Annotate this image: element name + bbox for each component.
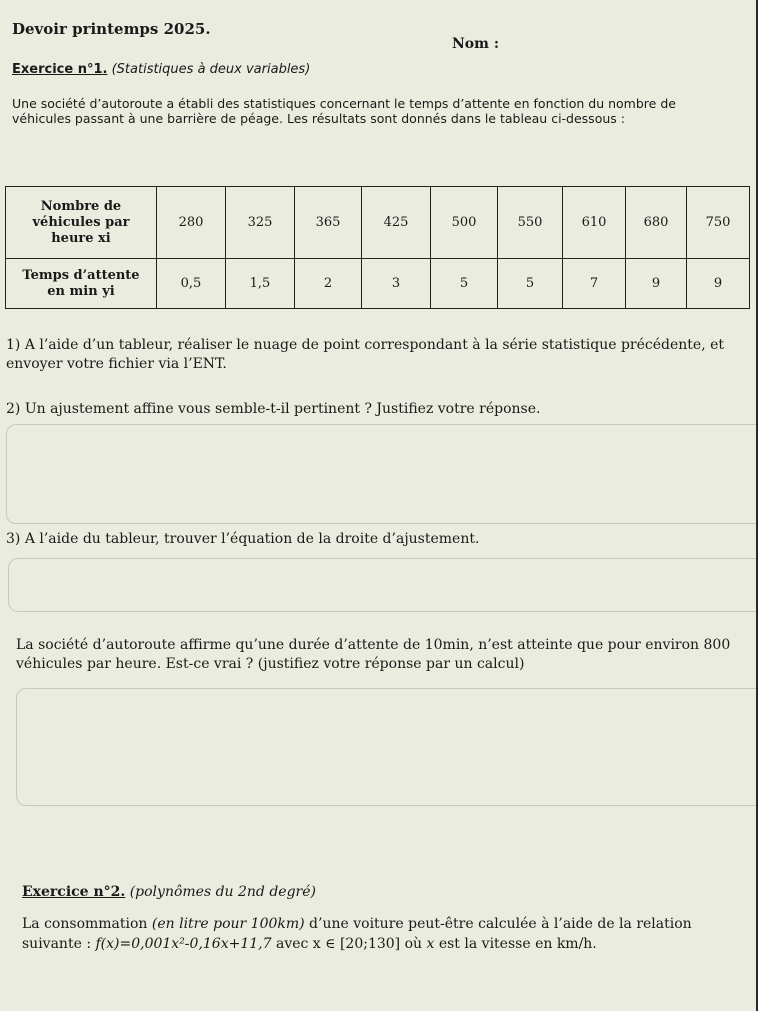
exercise2-label: Exercice n°2. — [22, 884, 126, 900]
exercise1-label: Exercice n°1. — [12, 62, 108, 77]
exercise2-text-part2: d’une voiture peut-être calculée à l’aide de la relation — [304, 916, 692, 932]
question-4: La société d’autoroute affirme qu’une durée d’attente de 10min, n’est atteinte que pour environ 800 véhicules par heure. Est-ce vrai ? (justifiez votre réponse par un calcul) — [16, 637, 731, 672]
x-cell: 750 — [687, 187, 750, 259]
y-cell: 5 — [498, 259, 563, 309]
exercise2-text-part1: La consommation — [22, 916, 152, 932]
exercise1-intro: Une société d’autoroute a établi des statistiques concernant le temps d’attente en fonction du nombre de véhicules passant à une barrière de péage. Les résultats sont donnés dans le tableau ci-dessous : — [12, 96, 676, 126]
x-cell: 610 — [563, 187, 626, 259]
answer-box-3[interactable] — [8, 558, 758, 612]
row-header-y-line2: en min yi — [47, 283, 115, 299]
x-cell: 325 — [226, 187, 295, 259]
y-cell: 7 — [563, 259, 626, 309]
exercise2-heading — [22, 884, 316, 900]
exercise2-subtitle: (polynômes du 2nd degré) — [129, 884, 316, 900]
y-cell: 2 — [295, 259, 362, 309]
exercise2-text-part3: suivante : — [22, 936, 96, 952]
x-cell: 500 — [431, 187, 498, 259]
x-cell: 280 — [157, 187, 226, 259]
row-header-y-line1: Temps d’attente — [22, 267, 140, 283]
y-cell: 9 — [687, 259, 750, 309]
data-table — [5, 186, 750, 309]
exercise2-formula: f(x)=0,001x²-0,16x+11,7 — [95, 936, 272, 952]
exercise2-text-italic: (en litre pour 100km) — [151, 916, 305, 932]
table-row-y — [6, 259, 750, 309]
exercise2-text-part5: est la vitesse en km/h. — [434, 936, 597, 952]
question-3: 3) A l’aide du tableur, trouver l’équation de la droite d’ajustement. — [6, 531, 480, 547]
exercise2-text — [22, 914, 742, 954]
x-cell: 425 — [362, 187, 431, 259]
y-cell: 1,5 — [226, 259, 295, 309]
row-header-x-line2: véhicules par — [32, 214, 130, 230]
answer-box-2[interactable] — [6, 424, 758, 524]
exercise1-subtitle: (Statistiques à deux variables) — [111, 62, 311, 77]
exercise2-text-part4: avec x ∈ [20;130] où — [271, 936, 427, 952]
name-label: Nom : — [452, 36, 499, 52]
row-header-x-line1: Nombre de — [40, 198, 122, 214]
exercise2-var-x: x — [426, 936, 435, 952]
x-cell: 365 — [295, 187, 362, 259]
row-header-x — [6, 187, 157, 259]
question-2: 2) Un ajustement affine vous semble-t-il pertinent ? Justifiez votre réponse. — [6, 401, 541, 417]
question-1: 1) A l’aide d’un tableur, réaliser le nuage de point correspondant à la série statistique précédente, et envoyer votre fichier via l’ENT. — [6, 337, 725, 372]
y-cell: 3 — [362, 259, 431, 309]
document-title: Devoir printemps 2025. — [12, 20, 211, 38]
answer-box-4[interactable] — [16, 688, 758, 806]
y-cell: 9 — [626, 259, 687, 309]
table-row-x — [6, 187, 750, 259]
x-cell: 550 — [498, 187, 563, 259]
x-cell: 680 — [626, 187, 687, 259]
exercise1-heading — [12, 62, 310, 77]
row-header-y — [6, 259, 157, 309]
row-header-x-line3: heure xi — [51, 230, 111, 246]
y-cell: 0,5 — [157, 259, 226, 309]
y-cell: 5 — [431, 259, 498, 309]
